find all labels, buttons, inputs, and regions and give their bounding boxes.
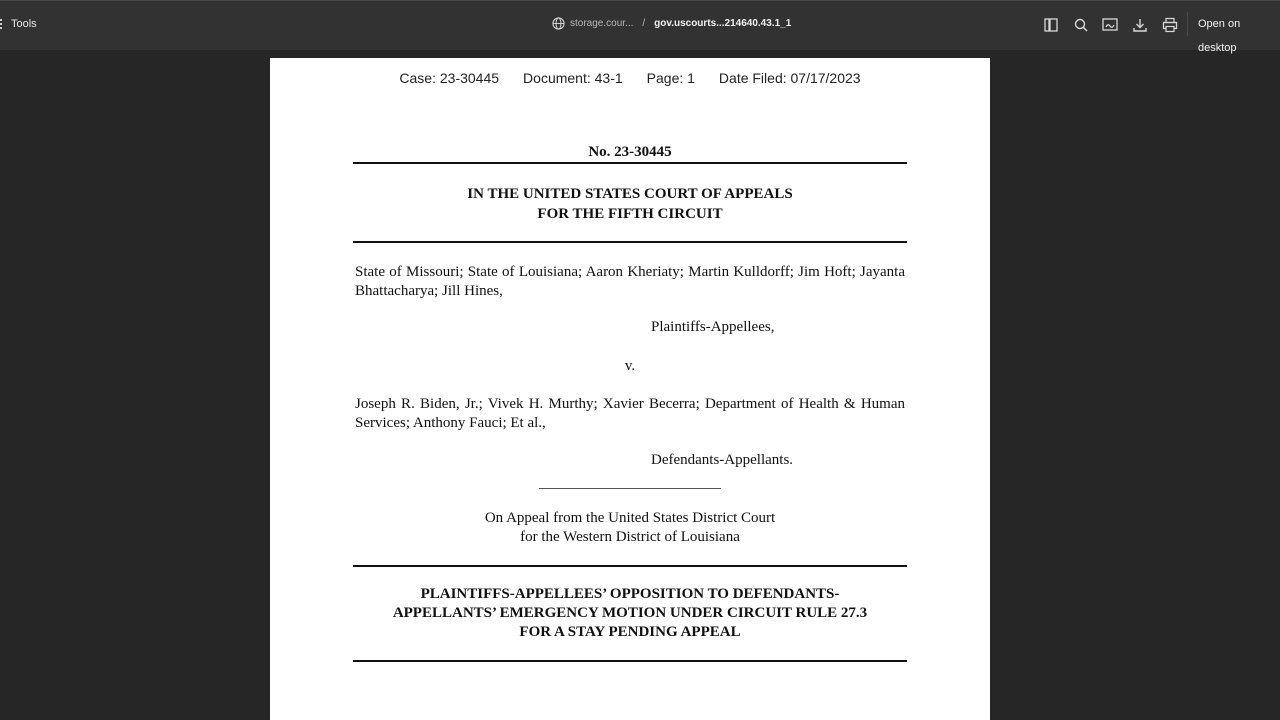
motion-line-1: PLAINTIFFS-APPELLEES’ OPPOSITION TO DEFENDANTS- bbox=[420, 586, 840, 602]
search-icon[interactable] bbox=[1072, 16, 1090, 34]
motion-line-2: APPELLANTS’ EMERGENCY MOTION UNDER CIRCUIT RULE 27.3 bbox=[392, 605, 868, 621]
pdf-page bbox=[270, 58, 990, 720]
breadcrumb bbox=[552, 17, 791, 30]
motion-title bbox=[270, 585, 990, 642]
court-title bbox=[270, 184, 990, 224]
globe-icon bbox=[552, 17, 565, 30]
court-line-1: IN THE UNITED STATES COURT OF APPEALS bbox=[467, 186, 793, 202]
motion-line-3: FOR A STAY PENDING APPEAL bbox=[519, 624, 741, 640]
defendants-role: Defendants-Appellants. bbox=[651, 452, 794, 468]
appeal-line-2: for the Western District of Louisiana bbox=[520, 529, 740, 545]
divider bbox=[353, 660, 907, 662]
tools-menu[interactable] bbox=[0, 18, 37, 30]
appeal-line-1: On Appeal from the United States District Court bbox=[484, 510, 776, 526]
divider bbox=[353, 565, 907, 567]
plaintiffs-role: Plaintiffs-Appellees, bbox=[651, 319, 775, 335]
file-name: gov.uscourts...214640.43.1_1 bbox=[654, 18, 792, 29]
sign-icon[interactable] bbox=[1101, 16, 1119, 34]
defendants-list: Joseph R. Biden, Jr.; Vivek H. Murthy; Xavier Becerra; Department of Health & Human Services; Anthony Fauci; Et al., bbox=[355, 396, 905, 431]
document-stamp: Document: 43-1 bbox=[523, 70, 623, 86]
url-host[interactable]: storage.cour... bbox=[570, 18, 634, 29]
court-line-2: FOR THE FIFTH CIRCUIT bbox=[537, 206, 723, 222]
divider bbox=[353, 241, 907, 243]
filing-header bbox=[270, 70, 990, 86]
case-number: No. 23-30445 bbox=[588, 144, 672, 160]
date-filed-stamp: Date Filed: 07/17/2023 bbox=[718, 70, 861, 86]
tools-label: Tools bbox=[11, 18, 37, 30]
breadcrumb-separator: / bbox=[642, 18, 646, 29]
grip-icon bbox=[0, 19, 5, 29]
case-stamp: Case: 23-30445 bbox=[399, 70, 500, 86]
page-stamp: Page: 1 bbox=[646, 70, 695, 86]
appeal-origin bbox=[270, 509, 990, 547]
page-view-icon[interactable] bbox=[1042, 16, 1060, 34]
plaintiffs-list: State of Missouri; State of Louisiana; Aaron Kheriaty; Martin Kulldorff; Jim Hoft; Jayanta Bhattacharya; Jill Hines, bbox=[355, 264, 905, 299]
open-on-desktop-button[interactable]: Open on desktop bbox=[1187, 12, 1280, 36]
divider bbox=[353, 162, 907, 164]
print-icon[interactable] bbox=[1161, 16, 1179, 34]
short-divider bbox=[539, 488, 721, 489]
viewer-toolbar bbox=[0, 0, 1280, 54]
versus: v. bbox=[624, 358, 636, 374]
download-icon[interactable] bbox=[1131, 16, 1149, 34]
